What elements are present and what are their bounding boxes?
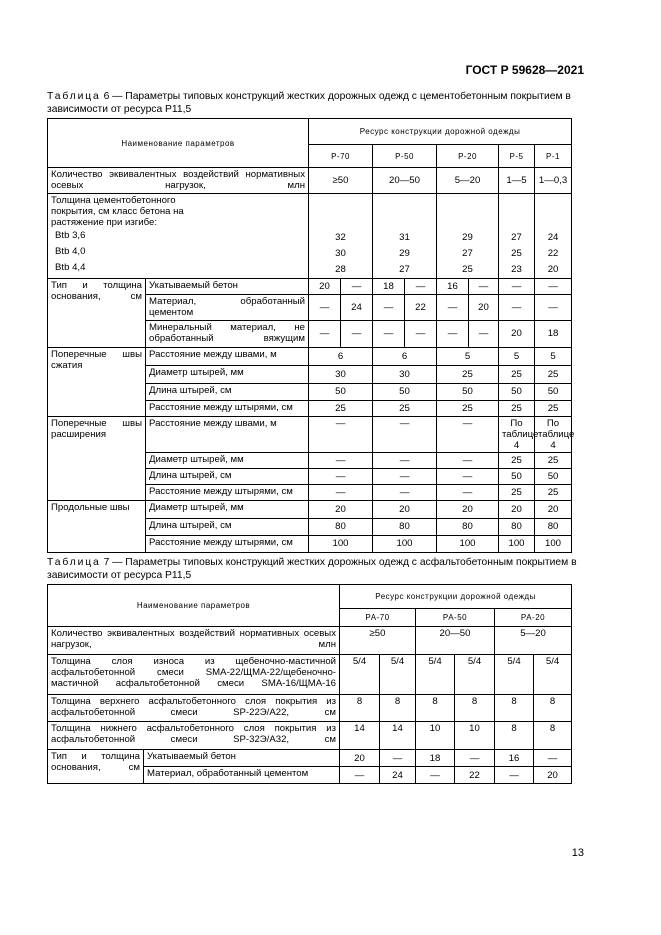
cell: 5/4: [416, 655, 455, 695]
cell: —: [437, 416, 499, 452]
cell: 80: [535, 518, 572, 535]
table6-col-p70: Р-70: [309, 145, 373, 168]
row-label: Количество эквивалентных воздействий нормативных осевых нагрузок, млн: [48, 627, 340, 655]
table7-col-pa20: РА-20: [495, 609, 572, 627]
cell: 8: [534, 722, 572, 750]
cell: 5/4: [495, 655, 534, 695]
cell: 16: [437, 278, 469, 294]
cell: [437, 194, 499, 230]
table7-row-base-1: [48, 750, 572, 767]
table7-caption-text: 7 — Параметры типовых конструкций жестких дорожных одежд с асфальтобетонным покрытием в зависимости от ресурса Р11,5: [47, 557, 577, 581]
table6-col-p50: Р-50: [373, 145, 437, 168]
cell: —: [373, 468, 437, 484]
cell: —: [437, 294, 469, 320]
cell: —: [405, 320, 437, 347]
cell: 18: [416, 750, 455, 767]
cell: 29: [373, 245, 437, 261]
cell: 1—5: [499, 168, 535, 194]
cell: 25: [309, 400, 373, 416]
page-number: 13: [571, 847, 584, 859]
cell: 100: [499, 535, 535, 552]
cell: 20: [535, 500, 572, 518]
table7-caption: [47, 556, 614, 582]
cell: 25: [499, 365, 535, 383]
cell: 6: [309, 347, 373, 365]
row-label: Толщина слоя износа из щебеночно-мастичной асфальтобетонной смеси SMA-22/ЩМА-22/щебеночно-мастичной асфальтобетонной смеси SMA-16/ЩМА-16: [48, 655, 340, 695]
row-label: Толщина верхнего асфальтобетонного слоя покрытия из асфальтобетонной смеси SP-22Э/А22, см: [48, 695, 340, 722]
cell: 32: [309, 229, 373, 245]
cell: 25: [535, 400, 572, 416]
table6-caption-label: Таблица: [47, 91, 101, 102]
row-label: Расстояние между штырями, см: [146, 484, 309, 500]
table6-row-btb36: [48, 229, 572, 245]
cell: 5/4: [455, 655, 495, 695]
cell: 6: [373, 347, 437, 365]
cell: —: [373, 294, 405, 320]
row-label: Диаметр штырей, мм: [146, 452, 309, 468]
row-label: Укатываемый бетон: [146, 278, 309, 294]
group-label: Тип и толщина основания, см: [48, 278, 146, 347]
cell: [535, 194, 572, 230]
cell: 20: [534, 767, 572, 784]
cell: 80: [499, 518, 535, 535]
table7-header-row: [48, 585, 572, 609]
row-label: Материал, обработанный цементом: [146, 294, 309, 320]
table6-header-name: Наименование параметров: [48, 119, 309, 168]
row-label: Диаметр штырей, мм: [146, 500, 309, 518]
cell: 20: [309, 278, 341, 294]
row-label: Расстояние между швами, м: [146, 347, 309, 365]
cell: 5: [499, 347, 535, 365]
table6-row-long-1: [48, 500, 572, 518]
cell: 18: [373, 278, 405, 294]
cell: 27: [373, 261, 437, 278]
cell: 20—50: [373, 168, 437, 194]
cell: 22: [455, 767, 495, 784]
table6-row-btb44: [48, 261, 572, 278]
cell: [499, 194, 535, 230]
cell: —: [341, 278, 373, 294]
cell: —: [535, 294, 572, 320]
cell: —: [469, 320, 499, 347]
cell: 8: [340, 695, 380, 722]
cell: —: [340, 767, 380, 784]
cell: 100: [535, 535, 572, 552]
cell: 5—20: [437, 168, 499, 194]
cell: 30: [373, 365, 437, 383]
cell: 25: [437, 400, 499, 416]
cell: —: [499, 278, 535, 294]
cell: [309, 194, 373, 230]
row-label: Расстояние между швами, м: [146, 416, 309, 452]
cell: 16: [495, 750, 534, 767]
cell: —: [534, 750, 572, 767]
row-label: Диаметр штырей, мм: [146, 365, 309, 383]
cell: 28: [309, 261, 373, 278]
table7-row-qty: [48, 627, 572, 655]
table7-col-pa70: РА-70: [340, 609, 416, 627]
group-label: Поперечные швы сжатия: [48, 347, 146, 416]
cell: 8: [416, 695, 455, 722]
cell: 50: [499, 468, 535, 484]
cell: —: [495, 767, 534, 784]
table6-row-btb40: [48, 245, 572, 261]
cell: 23: [499, 261, 535, 278]
cell: 50: [535, 468, 572, 484]
cell: 1—0,3: [535, 168, 572, 194]
cell: [373, 194, 437, 230]
cell: 80: [437, 518, 499, 535]
row-label: Расстояние между штырями, см: [146, 535, 309, 552]
cell: 30: [309, 365, 373, 383]
cell: 10: [416, 722, 455, 750]
table6-col-p1: Р-1: [535, 145, 572, 168]
cell: По таблице 4: [499, 416, 535, 452]
cell: 50: [535, 383, 572, 400]
document-code: ГОСТ Р 59628—2021: [465, 63, 584, 77]
cell: 20: [499, 500, 535, 518]
table7-header-name: Наименование параметров: [48, 585, 340, 627]
cell: 14: [340, 722, 380, 750]
cell: —: [405, 278, 437, 294]
cell: 24: [341, 294, 373, 320]
cell: —: [373, 320, 405, 347]
cell: По таблице 4: [535, 416, 572, 452]
cell: —: [499, 294, 535, 320]
row-label: Расстояние между штырями, см: [146, 400, 309, 416]
row-label: Минеральный материал, не обработанный вяжущим: [146, 320, 309, 347]
cell: —: [309, 452, 373, 468]
cell: 25: [437, 365, 499, 383]
cell: 8: [495, 722, 534, 750]
cell: ≥50: [309, 168, 373, 194]
cell: 20: [340, 750, 380, 767]
group-label: Тип и толщина основания, см: [48, 750, 144, 784]
cell: 80: [373, 518, 437, 535]
cell: 22: [405, 294, 437, 320]
table7-header-resource: Ресурс конструкции дорожной одежды: [340, 585, 572, 609]
cell: 25: [373, 400, 437, 416]
row-label: Укатываемый бетон: [144, 750, 340, 767]
cell: 10: [455, 722, 495, 750]
table7-caption-label: Таблица: [47, 557, 101, 568]
group-label: Поперечные швы расширения: [48, 416, 146, 500]
cell: 20: [373, 500, 437, 518]
table6-caption: [47, 90, 614, 116]
table6: [47, 118, 575, 553]
cell: —: [309, 416, 373, 452]
table6-row-comp-1: [48, 347, 572, 365]
row-label: Btb 3,6: [48, 229, 309, 245]
cell: 50: [373, 383, 437, 400]
cell: —: [373, 416, 437, 452]
cell: 25: [535, 484, 572, 500]
cell: 5/4: [340, 655, 380, 695]
table7: [47, 584, 572, 784]
row-label: Материал, обработанный цементом: [144, 767, 340, 784]
table6-row-base-1: [48, 278, 572, 294]
cell: 27: [499, 229, 535, 245]
cell: 8: [495, 695, 534, 722]
table6-header-resource: Ресурс конструкции дорожной одежды: [309, 119, 572, 145]
table6-row-exp-1: [48, 416, 572, 452]
cell: —: [437, 320, 469, 347]
cell: —: [469, 278, 499, 294]
table7-col-pa50: РА-50: [416, 609, 495, 627]
cell: 5/4: [534, 655, 572, 695]
cell: 25: [499, 400, 535, 416]
cell: 8: [455, 695, 495, 722]
cell: 27: [437, 245, 499, 261]
cell: —: [373, 452, 437, 468]
cell: 80: [309, 518, 373, 535]
cell: —: [309, 320, 341, 347]
cell: 20—50: [416, 627, 495, 655]
cell: —: [309, 484, 373, 500]
cell: 50: [437, 383, 499, 400]
cell: 100: [309, 535, 373, 552]
cell: 25: [499, 245, 535, 261]
cell: 50: [309, 383, 373, 400]
row-label: Длина штырей, см: [146, 518, 309, 535]
cell: 20: [499, 320, 535, 347]
cell: 5—20: [495, 627, 572, 655]
cell: 30: [309, 245, 373, 261]
cell: —: [437, 452, 499, 468]
table6-col-p5: Р-5: [499, 145, 535, 168]
cell: 20: [535, 261, 572, 278]
row-label: Количество эквивалентных воздействий нормативных осевых нагрузок, млн: [48, 168, 309, 194]
cell: 20: [437, 500, 499, 518]
cell: 20: [309, 500, 373, 518]
table7-row-wear: [48, 655, 572, 695]
cell: 8: [380, 695, 416, 722]
table6-row-thickness: [48, 194, 572, 230]
cell: 25: [499, 452, 535, 468]
row-label: Толщина нижнего асфальтобетонного слоя покрытия из асфальтобетонной смеси SP-32Э/А32, см: [48, 722, 340, 750]
row-label: Btb 4,0: [48, 245, 309, 261]
table6-col-p20: Р-20: [437, 145, 499, 168]
group-label: Продольные швы: [48, 500, 146, 552]
cell: —: [309, 294, 341, 320]
cell: 22: [535, 245, 572, 261]
cell: 5/4: [380, 655, 416, 695]
row-label: Длина штырей, см: [146, 468, 309, 484]
cell: 14: [380, 722, 416, 750]
row-label: Толщина цементобетонного покрытия, см класс бетона на растяжение при изгибе:: [48, 194, 309, 230]
cell: —: [341, 320, 373, 347]
cell: 24: [535, 229, 572, 245]
cell: 5: [437, 347, 499, 365]
cell: 24: [380, 767, 416, 784]
table6-caption-text: 6 — Параметры типовых конструкций жестких дорожных одежд с цементобетонным покрытием в зависимости от ресурса Р11,5: [47, 91, 571, 115]
cell: 100: [373, 535, 437, 552]
cell: —: [416, 767, 455, 784]
cell: —: [535, 278, 572, 294]
cell: 18: [535, 320, 572, 347]
cell: —: [380, 750, 416, 767]
cell: 50: [499, 383, 535, 400]
cell: 25: [535, 365, 572, 383]
cell: 25: [535, 452, 572, 468]
cell: —: [373, 484, 437, 500]
cell: —: [437, 468, 499, 484]
cell: 20: [469, 294, 499, 320]
row-label: Длина штырей, см: [146, 383, 309, 400]
cell: 31: [373, 229, 437, 245]
table7-row-bottom: [48, 722, 572, 750]
cell: 8: [534, 695, 572, 722]
cell: —: [437, 484, 499, 500]
cell: 5: [535, 347, 572, 365]
cell: —: [309, 468, 373, 484]
table6-header-row: [48, 119, 572, 145]
cell: —: [455, 750, 495, 767]
cell: 29: [437, 229, 499, 245]
cell: 25: [437, 261, 499, 278]
table6-row-qty: [48, 168, 572, 194]
table7-row-top: [48, 695, 572, 722]
cell: 100: [437, 535, 499, 552]
row-label: Btb 4,4: [48, 261, 309, 278]
cell: ≥50: [340, 627, 416, 655]
cell: 25: [499, 484, 535, 500]
